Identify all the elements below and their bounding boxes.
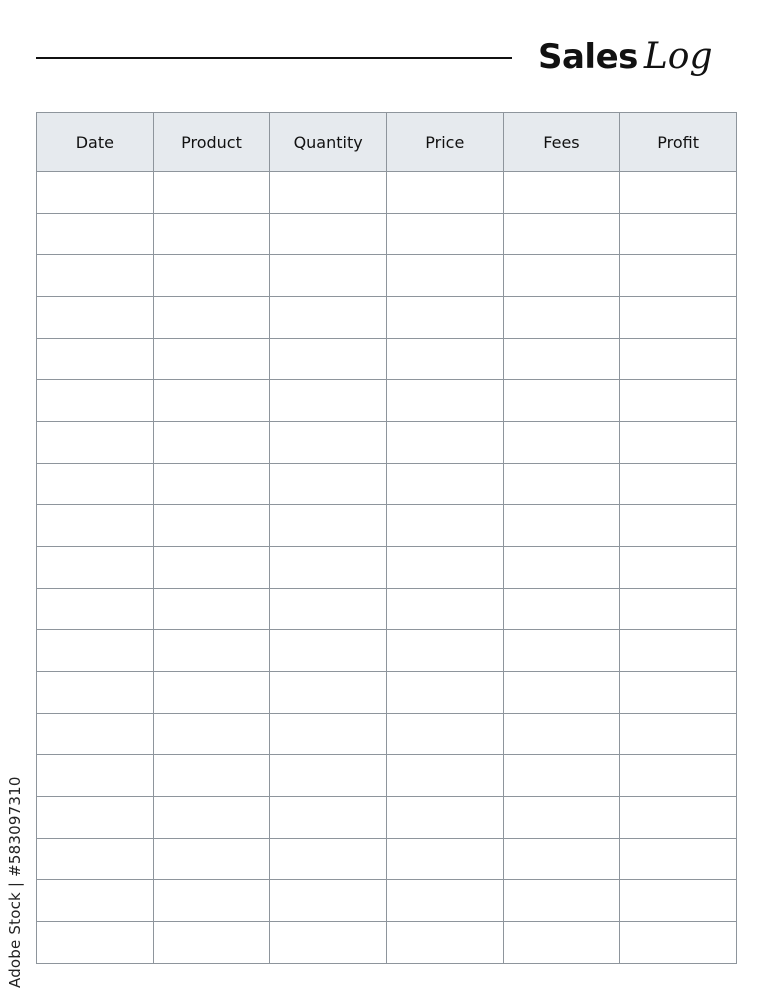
table-cell[interactable] bbox=[153, 380, 270, 422]
table-cell[interactable] bbox=[270, 547, 387, 589]
table-cell[interactable] bbox=[620, 588, 737, 630]
table-row bbox=[37, 255, 737, 297]
table-cell[interactable] bbox=[620, 838, 737, 880]
table-row bbox=[37, 797, 737, 839]
table-row bbox=[37, 505, 737, 547]
table-cell[interactable] bbox=[503, 922, 620, 964]
table-cell[interactable] bbox=[503, 505, 620, 547]
table-cell[interactable] bbox=[153, 713, 270, 755]
table-cell[interactable] bbox=[270, 672, 387, 714]
table-cell[interactable] bbox=[270, 172, 387, 214]
table-row bbox=[37, 547, 737, 589]
page-title-bold: Sales bbox=[538, 37, 638, 77]
table-row bbox=[37, 213, 737, 255]
table-cell[interactable] bbox=[620, 255, 737, 297]
table-row bbox=[37, 172, 737, 214]
table-cell[interactable] bbox=[620, 755, 737, 797]
table-cell[interactable] bbox=[503, 213, 620, 255]
table-cell[interactable] bbox=[153, 255, 270, 297]
table-cell[interactable] bbox=[153, 922, 270, 964]
table-cell[interactable] bbox=[620, 505, 737, 547]
table-cell[interactable] bbox=[386, 713, 503, 755]
table-cell[interactable] bbox=[153, 755, 270, 797]
table-cell[interactable] bbox=[386, 172, 503, 214]
table-cell[interactable] bbox=[503, 755, 620, 797]
table-cell[interactable] bbox=[503, 172, 620, 214]
table-cell[interactable] bbox=[620, 797, 737, 839]
column-header-quantity: Quantity bbox=[270, 113, 387, 172]
table-cell[interactable] bbox=[503, 547, 620, 589]
table-cell[interactable] bbox=[386, 672, 503, 714]
table-cell[interactable] bbox=[270, 255, 387, 297]
table-cell[interactable] bbox=[386, 547, 503, 589]
table-cell[interactable] bbox=[37, 797, 154, 839]
table-cell[interactable] bbox=[153, 630, 270, 672]
table-cell[interactable] bbox=[37, 880, 154, 922]
table-cell[interactable] bbox=[620, 213, 737, 255]
column-header-date: Date bbox=[37, 113, 154, 172]
table-cell[interactable] bbox=[270, 713, 387, 755]
table-cell[interactable] bbox=[386, 838, 503, 880]
table-row bbox=[37, 922, 737, 964]
table-cell[interactable] bbox=[270, 922, 387, 964]
table-cell[interactable] bbox=[153, 338, 270, 380]
table-cell[interactable] bbox=[153, 422, 270, 464]
table-row bbox=[37, 380, 737, 422]
table-cell[interactable] bbox=[620, 422, 737, 464]
table-cell[interactable] bbox=[503, 297, 620, 339]
column-header-product: Product bbox=[153, 113, 270, 172]
table-cell[interactable] bbox=[37, 922, 154, 964]
table-cell[interactable] bbox=[270, 338, 387, 380]
table-cell[interactable] bbox=[270, 797, 387, 839]
table-cell[interactable] bbox=[620, 922, 737, 964]
table-row bbox=[37, 672, 737, 714]
table-row bbox=[37, 755, 737, 797]
table-cell[interactable] bbox=[153, 838, 270, 880]
table-cell[interactable] bbox=[270, 588, 387, 630]
table-cell[interactable] bbox=[153, 297, 270, 339]
table-cell[interactable] bbox=[37, 672, 154, 714]
table-cell[interactable] bbox=[270, 422, 387, 464]
table-cell[interactable] bbox=[503, 838, 620, 880]
table-cell[interactable] bbox=[270, 838, 387, 880]
table-cell[interactable] bbox=[620, 380, 737, 422]
table-cell[interactable] bbox=[153, 588, 270, 630]
table-cell[interactable] bbox=[386, 755, 503, 797]
table-row bbox=[37, 713, 737, 755]
table-cell[interactable] bbox=[386, 588, 503, 630]
table-row bbox=[37, 297, 737, 339]
table-cell[interactable] bbox=[153, 547, 270, 589]
table-cell[interactable] bbox=[503, 630, 620, 672]
table-cell[interactable] bbox=[270, 463, 387, 505]
page-title bbox=[538, 36, 713, 92]
table-cell[interactable] bbox=[270, 213, 387, 255]
table-row bbox=[37, 630, 737, 672]
table-cell[interactable] bbox=[37, 213, 154, 255]
table-cell[interactable] bbox=[37, 255, 154, 297]
table-cell[interactable] bbox=[386, 338, 503, 380]
column-header-fees: Fees bbox=[503, 113, 620, 172]
table-cell[interactable] bbox=[620, 630, 737, 672]
table-cell[interactable] bbox=[620, 463, 737, 505]
table-cell[interactable] bbox=[620, 297, 737, 339]
table-row bbox=[37, 422, 737, 464]
table-cell[interactable] bbox=[620, 547, 737, 589]
table-cell[interactable] bbox=[386, 922, 503, 964]
table-cell[interactable] bbox=[37, 547, 154, 589]
sales-log-table bbox=[36, 112, 737, 964]
sales-log-header bbox=[37, 113, 737, 172]
table-cell[interactable] bbox=[37, 297, 154, 339]
sales-log-body bbox=[37, 172, 737, 964]
table-cell[interactable] bbox=[37, 505, 154, 547]
table-row bbox=[37, 338, 737, 380]
table-cell[interactable] bbox=[620, 713, 737, 755]
header-rule bbox=[36, 57, 512, 59]
table-cell[interactable] bbox=[503, 338, 620, 380]
table-cell[interactable] bbox=[270, 297, 387, 339]
table-cell[interactable] bbox=[386, 505, 503, 547]
table-row bbox=[37, 838, 737, 880]
table-cell[interactable] bbox=[270, 505, 387, 547]
table-cell[interactable] bbox=[503, 380, 620, 422]
table-cell[interactable] bbox=[37, 588, 154, 630]
table-cell[interactable] bbox=[37, 422, 154, 464]
table-cell[interactable] bbox=[386, 380, 503, 422]
table-cell[interactable] bbox=[270, 755, 387, 797]
column-header-price: Price bbox=[386, 113, 503, 172]
table-cell[interactable] bbox=[386, 463, 503, 505]
table-cell[interactable] bbox=[37, 463, 154, 505]
table-cell[interactable] bbox=[503, 422, 620, 464]
table-cell[interactable] bbox=[270, 630, 387, 672]
table-cell[interactable] bbox=[386, 797, 503, 839]
table-row bbox=[37, 588, 737, 630]
table-row bbox=[37, 463, 737, 505]
table-row bbox=[37, 880, 737, 922]
table-cell[interactable] bbox=[153, 213, 270, 255]
table-cell[interactable] bbox=[37, 838, 154, 880]
table-cell[interactable] bbox=[503, 463, 620, 505]
table-cell[interactable] bbox=[270, 880, 387, 922]
table-cell[interactable] bbox=[37, 172, 154, 214]
column-header-profit: Profit bbox=[620, 113, 737, 172]
table-cell[interactable] bbox=[153, 505, 270, 547]
table-cell[interactable] bbox=[386, 630, 503, 672]
table-cell[interactable] bbox=[153, 463, 270, 505]
table-cell[interactable] bbox=[153, 672, 270, 714]
table-cell[interactable] bbox=[503, 713, 620, 755]
table-cell[interactable] bbox=[37, 630, 154, 672]
table-cell[interactable] bbox=[386, 297, 503, 339]
table-cell[interactable] bbox=[620, 672, 737, 714]
header-row bbox=[37, 113, 737, 172]
table-cell[interactable] bbox=[37, 713, 154, 755]
table-cell[interactable] bbox=[153, 172, 270, 214]
table-cell[interactable] bbox=[503, 797, 620, 839]
table-cell[interactable] bbox=[270, 380, 387, 422]
table-cell[interactable] bbox=[503, 588, 620, 630]
table-cell[interactable] bbox=[503, 672, 620, 714]
table-cell[interactable] bbox=[620, 172, 737, 214]
table-cell[interactable] bbox=[386, 213, 503, 255]
table-cell[interactable] bbox=[386, 422, 503, 464]
table-cell[interactable] bbox=[620, 338, 737, 380]
table-cell[interactable] bbox=[37, 338, 154, 380]
table-cell[interactable] bbox=[37, 380, 154, 422]
table-cell[interactable] bbox=[386, 255, 503, 297]
table-cell[interactable] bbox=[503, 255, 620, 297]
table-cell[interactable] bbox=[153, 880, 270, 922]
stock-id-watermark: Adobe Stock | #583097310 bbox=[6, 776, 24, 988]
table-cell[interactable] bbox=[37, 755, 154, 797]
table-cell[interactable] bbox=[503, 880, 620, 922]
table-cell[interactable] bbox=[386, 880, 503, 922]
page-title-script: Log bbox=[643, 36, 713, 77]
table-cell[interactable] bbox=[153, 797, 270, 839]
table-cell[interactable] bbox=[620, 880, 737, 922]
